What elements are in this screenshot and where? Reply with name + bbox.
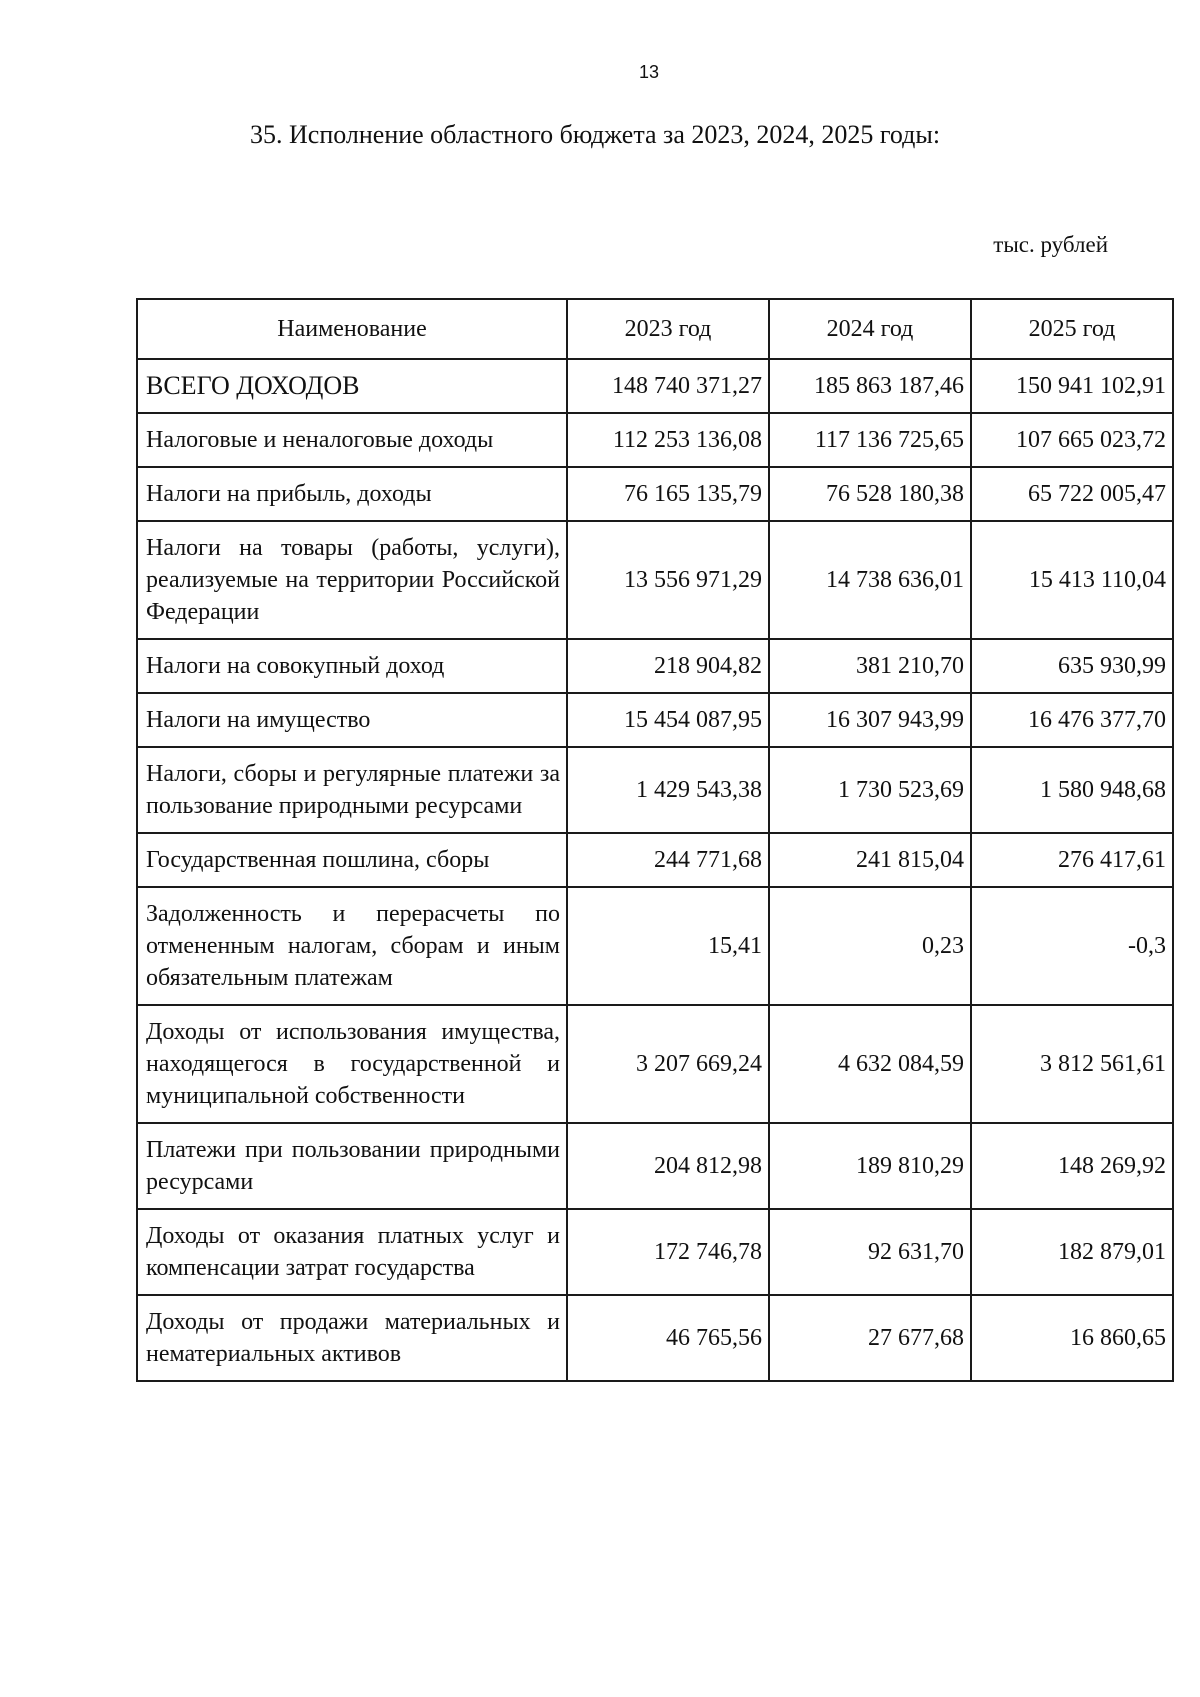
value-2023: 13 556 971,29 (567, 521, 769, 639)
header-2024: 2024 год (769, 299, 971, 359)
page-number: 13 (638, 62, 660, 82)
table-row (137, 1005, 1173, 1123)
value-2025: 148 269,92 (971, 1123, 1173, 1209)
value-2023: 218 904,82 (567, 639, 769, 693)
value-2024: 4 632 084,59 (769, 1005, 971, 1123)
value-2024: 0,23 (769, 887, 971, 1005)
table-row (137, 747, 1173, 833)
value-2024: 185 863 187,46 (769, 359, 971, 413)
value-2023: 46 765,56 (567, 1295, 769, 1381)
row-name: Платежи при пользовании природными ресурсами (137, 1123, 567, 1209)
header-2023: 2023 год (567, 299, 769, 359)
row-name: Налоги на совокупный доход (137, 639, 567, 693)
value-2025: 65 722 005,47 (971, 467, 1173, 521)
value-2025: 150 941 102,91 (971, 359, 1173, 413)
value-2024: 27 677,68 (769, 1295, 971, 1381)
value-2024: 16 307 943,99 (769, 693, 971, 747)
value-2025: -0,3 (971, 887, 1173, 1005)
row-name: Налоги на прибыль, доходы (137, 467, 567, 521)
value-2023: 15 454 087,95 (567, 693, 769, 747)
header-row (137, 299, 1173, 359)
value-2025: 635 930,99 (971, 639, 1173, 693)
row-name: ВСЕГО ДОХОДОВ (137, 359, 567, 413)
value-2023: 3 207 669,24 (567, 1005, 769, 1123)
row-name: Налоги, сборы и регулярные платежи за пользование природными ресурсами (137, 747, 567, 833)
value-2025: 1 580 948,68 (971, 747, 1173, 833)
header-2025: 2025 год (971, 299, 1173, 359)
row-name: Налоги на товары (работы, услуги), реализуемые на территории Российской Федерации (137, 521, 567, 639)
value-2025: 3 812 561,61 (971, 1005, 1173, 1123)
table-row (137, 413, 1173, 467)
row-name: Государственная пошлина, сборы (137, 833, 567, 887)
row-name: Доходы от продажи материальных и нематериальных активов (137, 1295, 567, 1381)
table-row (137, 1209, 1173, 1295)
table-header (137, 299, 1173, 359)
table-row (137, 693, 1173, 747)
value-2024: 1 730 523,69 (769, 747, 971, 833)
value-2023: 244 771,68 (567, 833, 769, 887)
document-title: 35. Исполнение областного бюджета за 2023, 2024, 2025 годы: (250, 120, 941, 149)
value-2025: 182 879,01 (971, 1209, 1173, 1295)
value-2025: 15 413 110,04 (971, 521, 1173, 639)
units-label: тыс. рублей (993, 232, 1108, 257)
row-name: Доходы от использования имущества, находящегося в государственной и муниципальной собственности (137, 1005, 567, 1123)
value-2024: 76 528 180,38 (769, 467, 971, 521)
value-2024: 241 815,04 (769, 833, 971, 887)
value-2023: 15,41 (567, 887, 769, 1005)
value-2025: 16 476 377,70 (971, 693, 1173, 747)
row-name: Налоги на имущество (137, 693, 567, 747)
row-name: Доходы от оказания платных услуг и компенсации затрат государства (137, 1209, 567, 1295)
value-2023: 148 740 371,27 (567, 359, 769, 413)
table-row (137, 359, 1173, 413)
value-2023: 76 165 135,79 (567, 467, 769, 521)
value-2023: 172 746,78 (567, 1209, 769, 1295)
table-row (137, 1123, 1173, 1209)
row-name: Задолженность и перерасчеты по отмененным налогам, сборам и иным обязательным платежам (137, 887, 567, 1005)
value-2023: 204 812,98 (567, 1123, 769, 1209)
table-body (137, 359, 1173, 1381)
table-row (137, 639, 1173, 693)
value-2024: 92 631,70 (769, 1209, 971, 1295)
value-2023: 1 429 543,38 (567, 747, 769, 833)
table-row (137, 833, 1173, 887)
value-2025: 107 665 023,72 (971, 413, 1173, 467)
value-2023: 112 253 136,08 (567, 413, 769, 467)
header-name: Наименование (137, 299, 567, 359)
budget-table (136, 298, 1174, 1382)
value-2024: 189 810,29 (769, 1123, 971, 1209)
value-2024: 117 136 725,65 (769, 413, 971, 467)
value-2024: 14 738 636,01 (769, 521, 971, 639)
value-2024: 381 210,70 (769, 639, 971, 693)
table-row (137, 467, 1173, 521)
value-2025: 16 860,65 (971, 1295, 1173, 1381)
table-row (137, 887, 1173, 1005)
table-row (137, 1295, 1173, 1381)
row-name: Налоговые и неналоговые доходы (137, 413, 567, 467)
value-2025: 276 417,61 (971, 833, 1173, 887)
table-row (137, 521, 1173, 639)
